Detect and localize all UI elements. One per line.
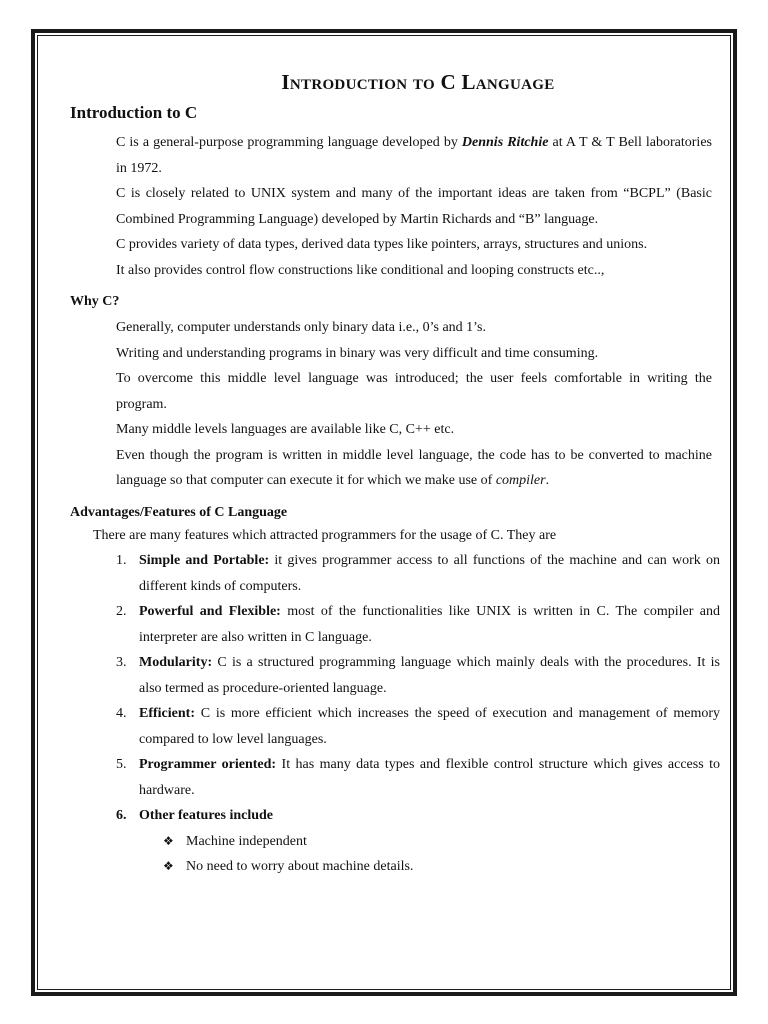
list-item: It also provides control flow constructions like conditional and looping constructs etc.., xyxy=(116,262,605,278)
list-item: C is closely related to UNIX system and many of the important ideas are taken from “BCPL” (Basic Combined Programming Language) developed by Martin Richards and “B” language. xyxy=(116,186,712,227)
section-intro-text: There are many features which attracted programmers for the usage of C. They are xyxy=(93,527,557,543)
list-item: To overcome this middle level language was introduced; the user feels comfortable in writing the program. xyxy=(116,371,712,412)
list-item: 4. Efficient: C is more efficient which increases the speed of execution and management of memory compared to low level languages. xyxy=(116,706,720,747)
section-heading-why-c: Why C? xyxy=(70,294,120,309)
section-heading-intro: Introduction to C xyxy=(70,103,198,122)
diamond-bullet-icon: ❖ xyxy=(163,859,174,873)
list-item: 5. Programmer oriented: It has many data types and flexible control structure which gives access to hardware. xyxy=(116,757,720,798)
sub-list-item: ❖ No need to worry about machine details. xyxy=(70,854,720,880)
diamond-bullet-icon: ❖ xyxy=(163,833,174,848)
features-list xyxy=(70,548,720,880)
list-item: C is a general-purpose programming language developed by Dennis Ritchie at A T & T Bell laboratories in 1972. xyxy=(116,135,712,176)
sub-list-item: ❖ Machine independent xyxy=(70,829,720,855)
document-title: Introduction to C Language xyxy=(281,70,555,94)
list-item: Even though the program is written in middle level language, the code has to be converted to machine language so that computer can execute it for which we make use of compiler. xyxy=(116,447,712,488)
document-body xyxy=(70,68,720,880)
list-item: Generally, computer understands only binary data i.e., 0’s and 1’s. xyxy=(116,320,486,335)
list-item: 3. Modularity: C is a structured programming language which mainly deals with the procedures. It is also termed as procedure-oriented language. xyxy=(116,655,720,696)
section-heading-advantages: Advantages/Features of C Language xyxy=(70,504,288,520)
list-item: 1. Simple and Portable: it gives programmer access to all functions of the machine and can work on different kinds of computers. xyxy=(116,553,720,594)
list-item: C provides variety of data types, derived data types like pointers, arrays, structures and unions. xyxy=(116,237,648,252)
list-item: 6. Other features include xyxy=(116,808,274,823)
list-item: Many middle levels languages are available like C, C++ etc. xyxy=(116,422,455,437)
list-item: Writing and understanding programs in binary was very difficult and time consuming. xyxy=(116,345,599,361)
list-item: 2. Powerful and Flexible: most of the functionalities like UNIX is written in C. The compiler and interpreter are also written in C language. xyxy=(116,604,720,645)
